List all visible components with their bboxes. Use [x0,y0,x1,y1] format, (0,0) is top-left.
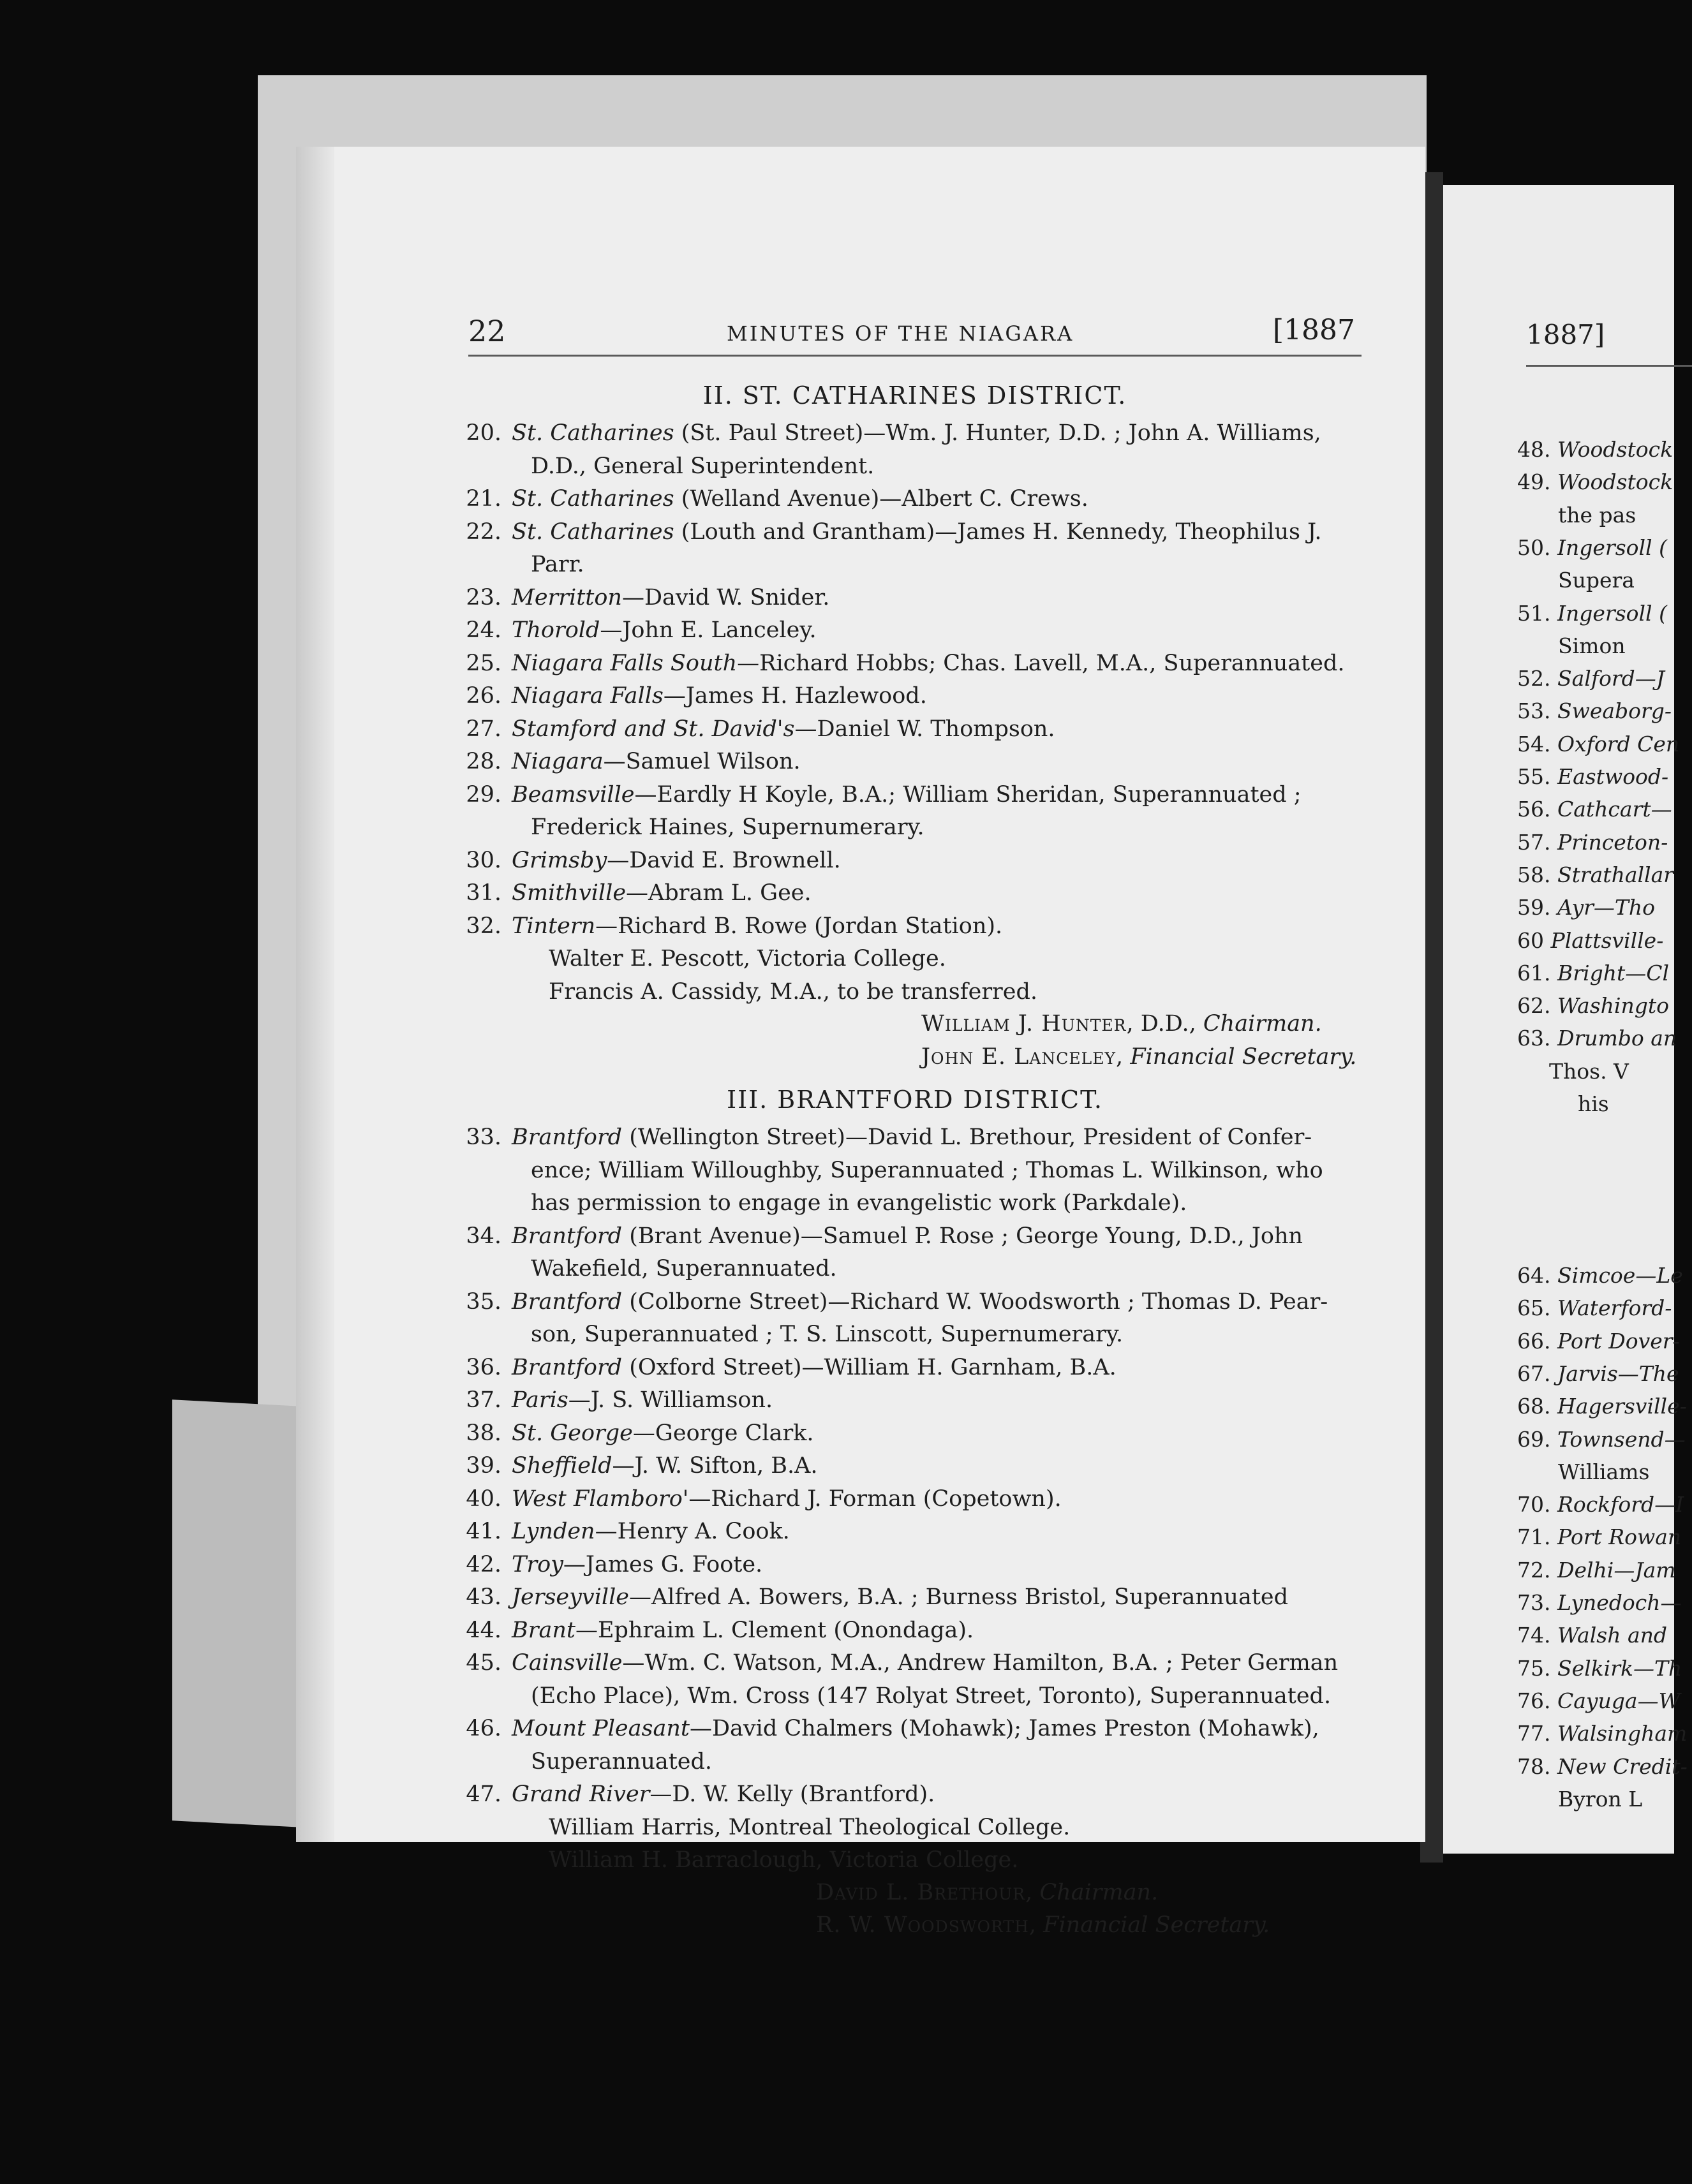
entry-text [512,1778,1360,1811]
entry-number: 20. [466,420,501,446]
next-page-line [1517,1026,1677,1051]
signatory-name: John E. Lanceley [921,1044,1117,1070]
next-page-entry-text: Ayr—Tho [1557,895,1656,920]
entry-number: 30. [466,847,501,873]
next-page-entry-text: Simon [1558,633,1626,658]
entry-number: 24. [466,617,501,643]
circuit-name: Sheffield [512,1453,612,1479]
entry-continuation: Wakefield, Superannuated. [531,1256,837,1281]
appointment-text: (Oxford Street)—William H. Garnham, B.A. [622,1354,1117,1380]
next-page-line [1558,633,1626,658]
entry-text [512,1121,1360,1154]
next-page-entry-text: Sweaborg- [1557,698,1672,724]
entry-number: 26. [466,683,501,709]
next-page-line [1517,1329,1680,1354]
appointment-text: —David Chalmers (Mohawk); James Preston (Mohawk), [689,1716,1319,1741]
next-page-entry-text: Bright—Cl [1557,960,1670,985]
circuit-name: St. Catharines [512,420,674,446]
appointment-text: —John E. Lanceley. [600,617,817,643]
appointment-text: —James G. Foote. [563,1551,763,1577]
appointment-text: (Colborne Street)—Richard W. Woodsworth ; Thomas D. Pear- [622,1288,1328,1315]
next-page-entry-text: Jarvis—The [1557,1361,1679,1386]
circuit-name: Cainsville [512,1650,623,1676]
entry-text [512,1581,1360,1614]
next-page-entry-text: Ingersoll ( [1557,535,1667,560]
next-page-line [1578,1091,1609,1116]
next-page-entry-number: 72. [1517,1557,1557,1583]
next-page-line [1517,764,1668,789]
next-page-line [1517,928,1663,953]
entry-continuation: son, Superannuated ; T. S. Linscott, Supernumerary. [531,1322,1124,1347]
circuit-name: Thorold [512,617,600,643]
next-page-line [1558,1787,1642,1811]
circuit-name: St. George [512,1420,633,1446]
next-page-entry-number: 58. [1517,862,1557,887]
signature-line [921,1044,1356,1070]
next-page-entry-number: 76. [1517,1688,1557,1713]
next-page-line [1517,1558,1676,1583]
signatory-suffix: , [1025,1879,1040,1905]
appointment-text: —Daniel W. Thompson. [794,716,1055,742]
appointment-text: (Wellington Street)—David L. Brethour, President of Confer- [622,1125,1312,1150]
entry-text [512,1220,1360,1253]
appointment-text: —D. W. Kelly (Brantford). [649,1782,935,1807]
entry-text [512,1614,1360,1647]
next-page-entry-number: 60 [1517,927,1551,953]
entry-text [512,647,1360,680]
entry-text [512,1286,1360,1318]
circuit-name: Tintern [512,913,596,939]
next-page-entry-number: 75. [1517,1655,1557,1681]
entry-text [512,1384,1360,1417]
next-page-header-rule [1526,365,1692,367]
next-page-entry-text: Plattsville- [1550,927,1664,953]
next-page-entry-number: 48. [1517,437,1557,462]
circuit-name: Smithville [512,880,627,906]
next-page-entry-text: Ingersoll ( [1557,600,1667,626]
entry-text [512,746,1360,778]
circuit-name: Jerseyville [512,1584,629,1610]
entry-continuation: ence; William Willoughby, Superannuated ; Thomas L. Wilkinson, who [531,1157,1323,1183]
entry-continuation: (Echo Place), Wm. Cross (147 Rolyat Street, Toronto), Superannuated. [531,1683,1332,1709]
entry-number: 40. [466,1486,501,1512]
appointment-text: (Brant Avenue)—Samuel P. Rose ; George Young, D.D., John [622,1223,1303,1249]
entry-text [512,1450,1360,1482]
entry-text [512,1549,1360,1581]
entry-continuation: Parr. [531,552,584,577]
circuit-name: Niagara Falls South [512,650,738,676]
next-page-entry-text: Port Dover- [1557,1328,1680,1354]
circuit-name: Brantford [512,1125,623,1150]
next-page-line [1558,568,1635,593]
signatory-name: William J. Hunter [921,1011,1127,1037]
right-page-partial [1443,185,1688,1854]
probationer-line: Walter E. Pescott, Victoria College. [549,946,946,971]
entry-number: 42. [466,1551,501,1577]
entry-text [512,877,1360,910]
entry-text [512,779,1360,811]
running-title: MINUTES OF THE NIAGARA [727,321,1074,346]
circuit-name: Niagara [512,749,604,774]
circuit-name: Grimsby [512,847,607,873]
entry-text [512,417,1360,450]
appointment-text: —J. W. Sifton, B.A. [612,1453,818,1479]
next-page-entry-text: Port Rowan [1557,1524,1682,1550]
entry-text [512,1352,1360,1384]
next-page-entry-text: Supera [1558,568,1635,593]
next-page-line [1558,503,1636,528]
page-stack-edge-lower [172,1399,313,1828]
signatory-role: Chairman. [1039,1879,1159,1905]
next-page-entry-text: Princeton- [1557,829,1668,855]
next-page-entry-number: 55. [1517,764,1557,789]
next-page-entry-text: Byron L [1558,1786,1643,1811]
entry-number: 38. [466,1420,501,1446]
entry-text [512,582,1360,614]
next-page-line [1517,437,1673,462]
next-page-entry-text: Walsingham [1557,1721,1688,1746]
next-page-entry-number: 68. [1517,1394,1557,1419]
next-page-line [1517,993,1669,1018]
next-page-entry-text: Eastwood- [1557,764,1669,789]
next-page-entry-number: 59. [1517,895,1557,920]
entry-continuation: D.D., General Superintendent. [531,453,875,479]
next-page-entry-text: Thos. V [1549,1058,1629,1084]
entry-number: 33. [466,1125,501,1150]
appointment-text: —Henry A. Cook. [595,1519,790,1544]
next-page-entry-number: 57. [1517,829,1557,855]
entry-number: 46. [466,1716,501,1741]
circuit-name: Troy [512,1551,563,1577]
signatory-suffix: , D.D., [1126,1011,1203,1037]
entry-number: 43. [466,1584,501,1610]
probationer-line: William H. Barraclough, Victoria College. [549,1847,1019,1873]
next-page-line [1517,1394,1687,1419]
circuit-name: Merritton [512,584,622,610]
next-page-line [1517,1754,1688,1779]
appointment-text: —George Clark. [632,1420,814,1446]
entry-continuation: Superannuated. [531,1748,713,1774]
circuit-name: Paris [512,1387,568,1413]
next-page-entry-number: 65. [1517,1295,1557,1321]
entry-text [512,713,1360,746]
next-page-line [1549,1059,1629,1084]
next-page-line [1517,1623,1667,1648]
entry-text [512,845,1360,877]
next-page-entry-text: Selkirk—Th [1557,1655,1682,1681]
circuit-name: St. Catharines [512,486,674,512]
next-page-entry-text: Cayuga—W [1557,1688,1681,1713]
entry-number: 44. [466,1617,501,1643]
next-page-line [1517,1361,1679,1386]
entry-text [512,680,1360,712]
next-page-entry-text: Simcoe—Le [1557,1263,1683,1288]
appointment-text: —Richard B. Rowe (Jordan Station). [595,913,1003,939]
next-page-line [1517,961,1669,985]
next-page-line [1517,1263,1683,1288]
entry-number: 45. [466,1650,501,1676]
probationer-line: Francis A. Cassidy, M.A., to be transferred. [549,978,1038,1005]
next-page-entry-number: 71. [1517,1524,1557,1550]
signatory-suffix: , [1116,1044,1131,1070]
page-content [296,147,1425,1938]
circuit-name: St. Catharines [512,519,674,545]
appointment-text: —J. S. Williamson. [568,1387,773,1413]
next-page-entry-number: 70. [1517,1492,1557,1517]
next-page-entry-text: Oxford Cen [1557,731,1680,756]
signatory-role: Financial Secretary. [1043,1912,1270,1938]
entry-text [512,1647,1360,1679]
appointment-text: (Welland Avenue)—Albert C. Crews. [674,486,1088,512]
next-page-entry-number: 50. [1517,535,1557,560]
next-page-entry-text: Woodstock [1557,437,1673,462]
next-page-entry-text: Delhi—Jam [1557,1557,1676,1583]
district-title: III. BRANTFORD DISTRICT. [727,1086,1103,1114]
next-page-entry-text: Salford—J [1557,666,1665,691]
appointment-text: —Richard J. Forman (Copetown). [688,1486,1062,1512]
next-page-line [1517,830,1668,855]
entry-text [512,483,1360,515]
next-page-year: 1887] [1526,319,1605,350]
next-page-line [1517,535,1667,560]
circuit-name: Stamford and St. David's [512,716,795,742]
next-page-line [1517,666,1665,691]
entry-number: 27. [466,716,501,742]
next-page-line [1517,1656,1682,1681]
signatory-role: Chairman. [1203,1011,1322,1037]
appointment-text: —Richard Hobbs; Chas. Lavell, M.A., Superannuated. [737,650,1345,676]
district-title: II. ST. CATHARINES DISTRICT. [702,381,1127,410]
next-page-line [1517,797,1672,822]
next-page-line [1517,601,1667,626]
next-page-entry-number: 54. [1517,731,1557,756]
signature-line [816,1912,1270,1938]
entry-text [512,1516,1360,1548]
next-page-entry-number: 63. [1517,1026,1557,1051]
next-page-line [1517,698,1672,723]
circuit-name: West Flamboro' [512,1486,689,1512]
next-page-entry-number: 78. [1517,1753,1557,1779]
signatory-name: David L. Brethour [816,1879,1026,1905]
signature-line [921,1011,1322,1037]
next-page-entry-text: the pas [1558,502,1636,528]
appointment-text: —Wm. C. Watson, M.A., Andrew Hamilton, B.A. ; Peter German [622,1650,1339,1676]
entry-number: 39. [466,1453,501,1479]
next-page-entry-text: Walsh and [1557,1623,1667,1648]
next-page-entry-text: New Credit- [1557,1753,1688,1779]
circuit-name: Mount Pleasant [512,1716,690,1741]
entry-text [512,1713,1360,1745]
signatory-role: Financial Secretary. [1130,1044,1357,1070]
next-page-line [1517,1688,1681,1713]
entry-number: 32. [466,913,501,939]
next-page-entry-number: 56. [1517,797,1557,822]
next-page-entry-number: 51. [1517,600,1557,626]
running-header [468,314,1355,358]
next-page-entry-text: Drumbo an [1557,1026,1677,1051]
next-page-entry-text: Townsend— [1557,1426,1686,1452]
next-page-entry-number: 66. [1517,1328,1557,1354]
next-page-entry-number: 52. [1517,666,1557,691]
next-page-line [1517,862,1673,887]
next-page-entry-number: 73. [1517,1590,1557,1615]
next-page-entry-number: 49. [1517,469,1557,495]
next-page-entry-text: Williams [1558,1459,1650,1484]
next-page-entry-text: Rockford—I [1557,1492,1684,1517]
next-page-entry-number: 53. [1517,698,1557,724]
entry-text [512,516,1360,549]
appointment-text: —Alfred A. Bowers, B.A. ; Burness Bristol, Superannuated [629,1584,1289,1610]
entry-number: 35. [466,1288,501,1315]
header-rule [468,355,1362,357]
entry-text [512,1417,1360,1450]
entry-text [512,910,1360,943]
next-page-entry-text: Waterford- [1557,1295,1672,1321]
next-page-line [1517,1427,1686,1452]
next-page-line [1517,895,1655,920]
entry-number: 34. [466,1223,501,1249]
probationer-line: William Harris, Montreal Theological College. [549,1814,1071,1840]
circuit-name: Brantford [512,1223,623,1249]
entry-text [512,1483,1360,1516]
next-page-entry-number: 64. [1517,1263,1557,1288]
appointment-text: (St. Paul Street)—Wm. J. Hunter, D.D. ; John A. Williams, [674,420,1321,446]
entry-continuation: has permission to engage in evangelistic work (Parkdale). [531,1190,1187,1216]
entry-number: 21. [466,486,501,512]
entry-number: 36. [466,1354,501,1380]
appointment-text: —David E. Brownell. [607,847,841,873]
circuit-name: Niagara Falls [512,683,664,709]
circuit-name: Brantford [512,1288,623,1315]
next-page-line [1558,1459,1649,1484]
entry-number: 25. [466,650,501,676]
entry-continuation: Frederick Haines, Supernumerary. [531,815,924,840]
signatory-name: R. W. Woodsworth [816,1912,1029,1938]
entry-number: 28. [466,749,501,774]
circuit-name: Grand River [512,1782,650,1807]
next-page-line [1517,1590,1681,1615]
page-number: 22 [468,314,506,348]
next-page-line [1517,732,1679,756]
entry-number: 29. [466,781,501,808]
next-page-entry-text: Lynedoch— [1557,1590,1682,1615]
appointment-text: —Abram L. Gee. [626,880,812,906]
appointment-text: (Louth and Grantham)—James H. Kennedy, Theophilus J. [674,519,1322,545]
next-page-line [1517,1524,1681,1549]
circuit-name: Brant [512,1617,575,1643]
appointment-text: —Ephraim L. Clement (Onondaga). [575,1617,974,1643]
next-page-line [1517,469,1673,494]
circuit-name: Brantford [512,1354,623,1380]
next-page-entry-text: Hagersville- [1557,1394,1687,1419]
next-page-entry-text: his [1578,1091,1609,1116]
entry-text [512,614,1360,647]
entry-number: 23. [466,584,501,610]
next-page-entry-number: 67. [1517,1361,1557,1386]
entry-number: 41. [466,1519,501,1544]
signatory-suffix: , [1028,1912,1044,1938]
next-page-entry-text: Washingto [1557,993,1669,1019]
appointment-text: —Eardly H Koyle, B.A.; William Sheridan, Superannuated ; [634,781,1302,808]
entry-number: 31. [466,880,501,906]
circuit-name: Beamsville [512,781,635,808]
entry-number: 47. [466,1782,501,1807]
appointment-text: —Samuel Wilson. [603,749,801,774]
next-page-line [1517,1721,1687,1746]
next-page-entry-number: 61. [1517,960,1557,985]
entry-number: 37. [466,1387,501,1413]
appointment-text: —James H. Hazlewood. [663,683,927,709]
next-page-entry-text: Woodstock [1557,469,1673,495]
entry-number: 22. [466,519,501,545]
appointment-text: —David W. Snider. [621,584,830,610]
header-year: [1887 [1272,314,1355,346]
next-page-entry-text: Cathcart— [1557,797,1672,822]
next-page-entry-number: 74. [1517,1623,1557,1648]
circuit-name: Lynden [512,1519,595,1544]
next-page-entry-number: 77. [1517,1721,1557,1746]
signature-line [816,1880,1158,1905]
next-page-entry-text: Strathallar [1557,862,1674,887]
next-page-line [1517,1295,1672,1320]
next-page-line [1517,1492,1684,1517]
next-page-entry-number: 62. [1517,993,1557,1019]
next-page-entry-number: 69. [1517,1426,1557,1452]
